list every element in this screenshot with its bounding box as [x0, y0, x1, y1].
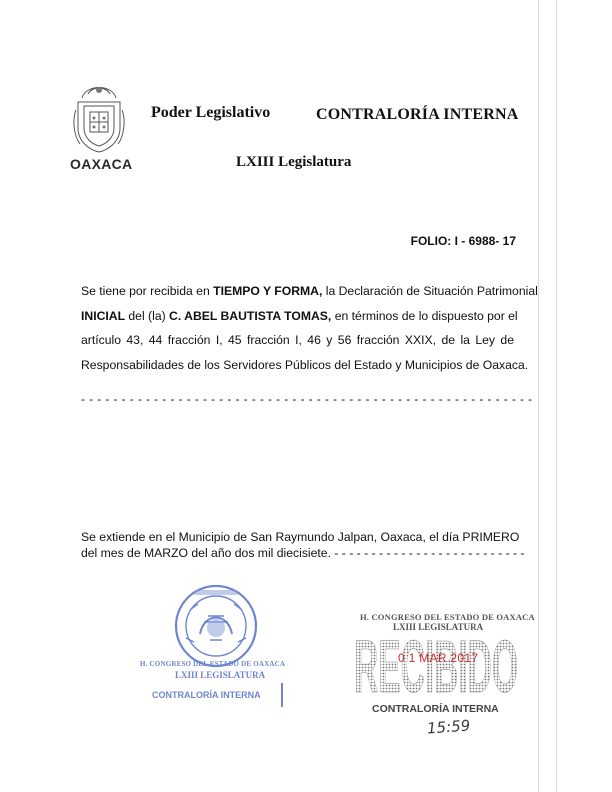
declaration-line [81, 304, 518, 329]
page-edge-line [556, 0, 557, 792]
stamp-text: LXIII LEGISLATURA [393, 622, 484, 632]
text-run: la Declaración de Situación Patrimonial [322, 284, 538, 298]
declaration-line [81, 279, 538, 304]
congress-seal-stamp [160, 582, 272, 672]
stamp-text: LXIII LEGISLATURA [175, 670, 266, 680]
closing-line: Se extiende en el Municipio de San Raymundo Jalpan, Oaxaca, el día PRIMERO [81, 530, 520, 544]
text-run-bold: TIEMPO Y FORMA, [213, 284, 323, 298]
header-left-title: Poder Legislativo [151, 104, 271, 121]
stamp-text: H. CONGRESO DEL ESTADO DE OAXACA [360, 612, 535, 622]
logo-text: OAXACA [70, 156, 133, 172]
folio-number: FOLIO: I - 6988- 17 [410, 234, 516, 248]
stamp-mark [281, 683, 283, 707]
text-run: Se tiene por recibida en [81, 284, 214, 298]
text-run-bold: INICIAL [81, 308, 126, 323]
closing-line: del mes de MARZO del año dos mil diecisiete. - - - - - - - - - - - - - - - - - - - - - - - - - - [81, 546, 525, 560]
dash-separator: - - - - - - - - - - - - - - - - - - - - - - - - - - - - - - - - - - - - - - - - - - - - - - - - - - - - - - - - [81, 392, 533, 406]
declaration-line: Responsabilidades de los Servidores Públicos del Estado y Municipios de Oaxaca. [81, 357, 529, 372]
text-run: en términos de lo dispuesto por el [331, 308, 518, 323]
recibido-stamp [352, 630, 520, 700]
handwritten-time: 15:59 [426, 716, 471, 738]
declaration-line: artículo 43, 44 fracción I, 45 fracción I, 46 y 56 fracción XXIX, de la Ley de [81, 333, 514, 347]
stamp-text: H. CONGRESO DEL ESTADO DE OAXACA [140, 660, 286, 668]
stamp-text: CONTRALORÍA INTERNA [152, 690, 261, 700]
closing-paragraph [81, 529, 525, 561]
stamp-text: CONTRALORÍA INTERNA [372, 703, 499, 715]
page-edge-line [538, 0, 539, 792]
declaration-paragraph [81, 279, 538, 377]
recibido-word-text: RECIBIDO [354, 630, 518, 700]
header-right-title: CONTRALORÍA INTERNA [316, 106, 519, 123]
header-subtitle: LXIII Legislatura [236, 154, 352, 170]
oaxaca-crest-icon [72, 80, 126, 156]
person-name: C. ABEL BAUTISTA TOMAS, [169, 308, 332, 323]
received-date: 0 1 MAR 2017 [398, 651, 479, 665]
text-run: del (la) [125, 308, 170, 323]
